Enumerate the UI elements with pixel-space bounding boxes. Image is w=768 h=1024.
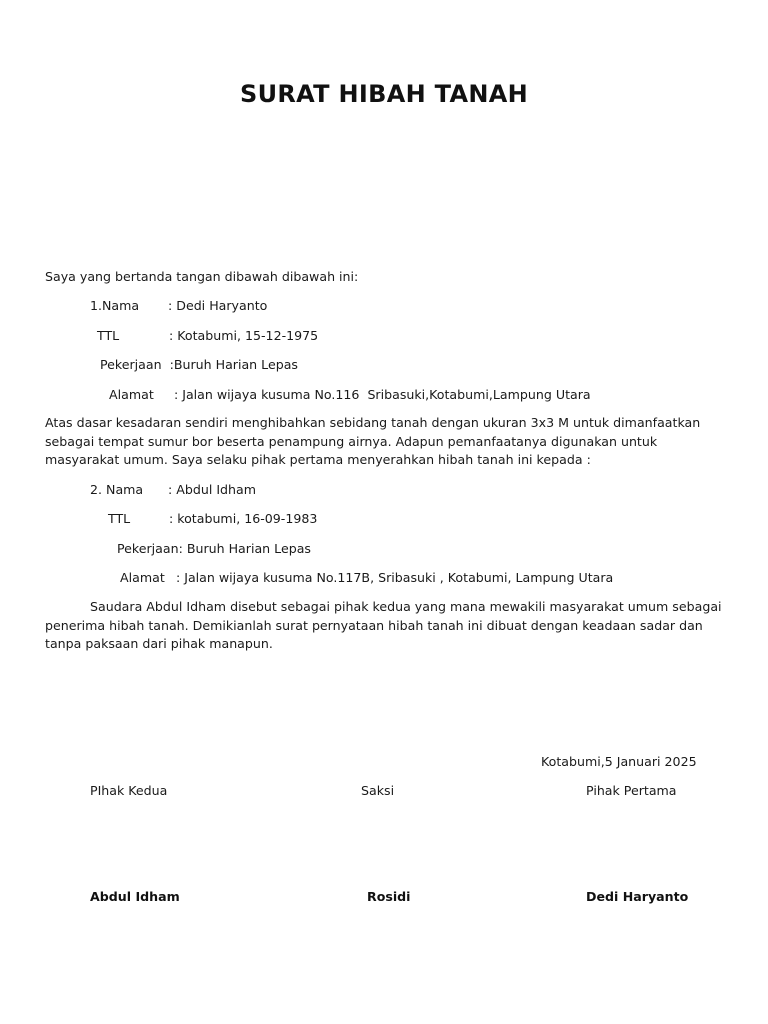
second-party-ttl-value: : kotabumi, 16-09-1983 (169, 511, 318, 526)
paragraph-closing-text: Saudara Abdul Idham disebut sebagai pihak kedua yang mana mewakili masyarakat umum sebagai penerima hibah tanah. Demikianlah surat pernyataan hibah tanah ini dibuat dengan keadaan sadar dan tanpa paksaan dari pihak manapun. (45, 599, 722, 651)
second-party-name-value: : Abdul Idham (168, 482, 257, 497)
document-title: SURAT HIBAH TANAH (240, 80, 528, 108)
first-party-name-label: 1.Nama (90, 298, 140, 313)
paragraph-hibah-statement: Atas dasar kesadaran sendiri menghibahkan sebidang tanah dengan ukuran 3x3 M untuk dimanfaatkan sebagai tempat sumur bor beserta penampung airnya. Adapun pemanfaatanya digunakan untuk masyarakat umum. Saya selaku pihak pertama menyerahkan hibah tanah ini kepada : (45, 415, 701, 467)
first-party-address-label: Alamat (109, 387, 154, 402)
signature-name-first-party: Dedi Haryanto (586, 889, 689, 904)
second-party-address-label: Alamat (120, 570, 165, 585)
first-party-ttl-label: TTL (97, 328, 120, 343)
first-party-job: Pekerjaan :Buruh Harian Lepas (100, 357, 298, 372)
intro-text: Saya yang bertanda tangan dibawah dibawah ini: (45, 269, 359, 284)
second-party-name-label: 2. Nama (90, 482, 144, 497)
place-date: Kotabumi,5 Januari 2025 (541, 754, 697, 769)
signature-name-second-party: Abdul Idham (90, 889, 180, 904)
second-party-ttl-label: TTL (108, 511, 131, 526)
paragraph-closing (45, 598, 725, 654)
first-party-address-value: : Jalan wijaya kusuma No.116 Sribasuki,Kotabumi,Lampung Utara (174, 387, 591, 402)
first-party-ttl-value: : Kotabumi, 15-12-1975 (169, 328, 319, 343)
signature-name-witness: Rosidi (367, 889, 411, 904)
signature-role-second-party: PIhak Kedua (90, 783, 168, 798)
signature-role-witness: Saksi (361, 783, 395, 798)
second-party-job: Pekerjaan: Buruh Harian Lepas (117, 541, 311, 556)
second-party-address-value: : Jalan wijaya kusuma No.117B, Sribasuki , Kotabumi, Lampung Utara (176, 570, 614, 585)
signature-role-first-party: Pihak Pertama (586, 783, 677, 798)
first-party-name-value: : Dedi Haryanto (168, 298, 268, 313)
